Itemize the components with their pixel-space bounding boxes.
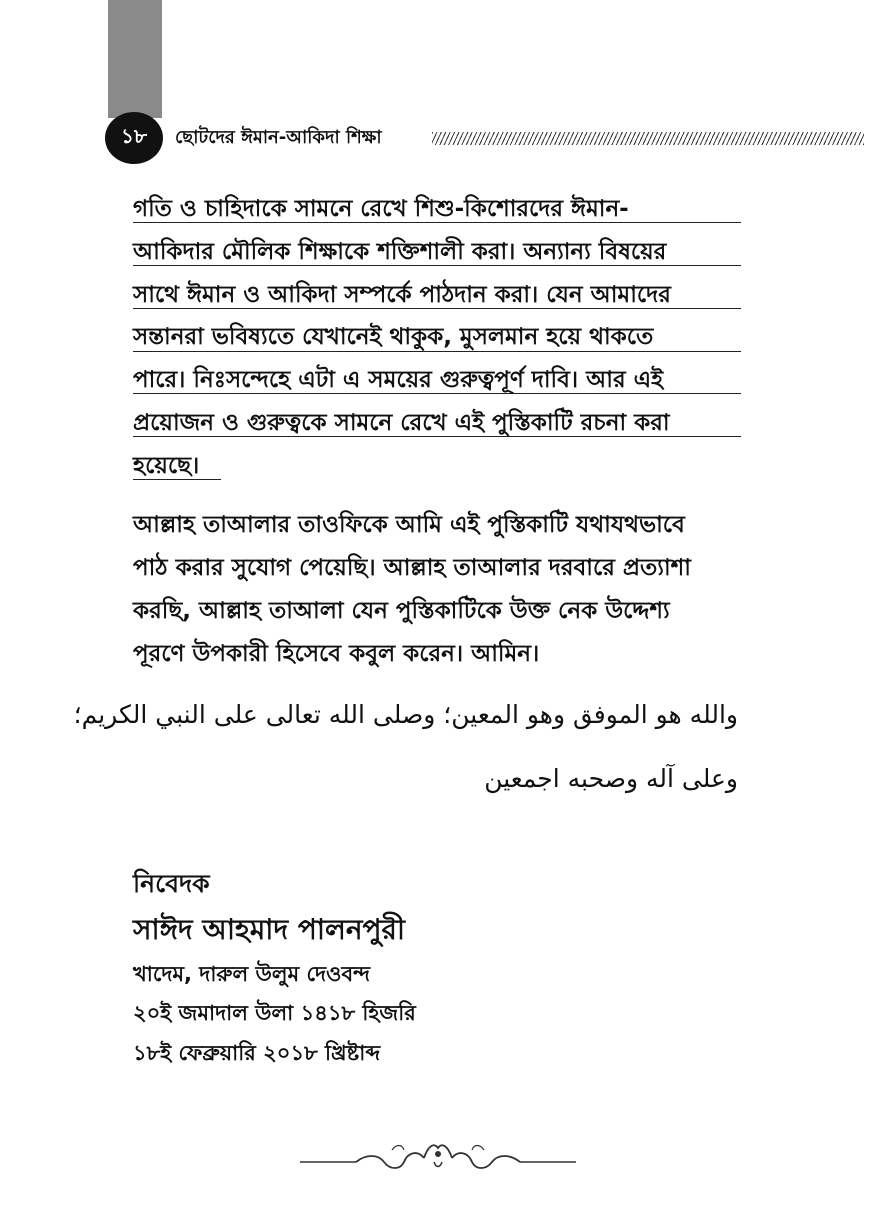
highlight-line: সন্তানরা ভবিষ্যতে যেখানেই থাকুক, মুসলমান হয়ে থাকতে xyxy=(133,324,654,350)
arabic-line: والله هو الموفق وهو المعين؛ وصلى الله تعالى على النبي الكريم؛ xyxy=(73,700,738,729)
underline-rule xyxy=(133,351,741,352)
underline-rule xyxy=(133,436,741,437)
highlight-line: প্রয়োজন ও গুরুত্বকে সামনে রেখে এই পুস্তিকাটি রচনা করা xyxy=(133,410,670,436)
highlight-line: আকিদার মৌলিক শিক্ষাকে শক্তিশালী করা। অন্যান্য বিষয়ের xyxy=(133,239,667,265)
author-name: সাঈদ আহমাদ পালনপুরী xyxy=(133,913,405,946)
underline-rule xyxy=(133,479,221,480)
highlight-line: গতি ও চাহিদাকে সামনে রেখে শিশু-কিশোরদের ঈমান- xyxy=(133,196,629,222)
hijri-date: ২০ই জমাদাল উলা ১৪১৮ হিজরি xyxy=(133,1001,416,1025)
highlight-line: পারে। নিঃসন্দেহে এটা এ সময়ের গুরুত্বপূর্ণ দাবি। আর এই xyxy=(133,367,664,393)
gregorian-date: ১৮ই ফেব্রুয়ারি ২০১৮ খ্রিষ্টাব্দ xyxy=(133,1041,381,1065)
arabic-line: وعلى آله وصحبه اجمعين xyxy=(484,764,738,793)
ornament-divider xyxy=(296,1132,580,1182)
underline-rule xyxy=(133,265,741,266)
running-title: ছোটদের ঈমান-আকিদা শিক্ষা xyxy=(175,127,382,148)
header-hatch-rule xyxy=(432,132,864,145)
author-title: খাদেম, দারুল উলুম দেওবন্দ xyxy=(133,962,371,986)
paragraph-line: আল্লাহ তাআলার তাওফিকে আমি এই পুস্তিকাটি যথাযথভাবে xyxy=(133,512,685,538)
underline-rule xyxy=(133,393,741,394)
underline-rule xyxy=(133,308,741,309)
paragraph-line: পাঠ করার সুযোগ পেয়েছি। আল্লাহ তাআলার দরবারে প্রত্যাশা xyxy=(133,555,691,581)
highlight-line: হয়েছে। xyxy=(133,453,200,479)
page-number-badge: ১৮ xyxy=(105,112,163,164)
underline-rule xyxy=(133,222,741,223)
header-tab-strip xyxy=(108,0,162,118)
paragraph-line: করছি, আল্লাহ তাআলা যেন পুস্তিকাটিকে উক্ত নেক উদ্দেশ্য xyxy=(133,598,670,624)
highlight-line: সাথে ঈমান ও আকিদা সম্পর্কে পাঠদান করা। যেন আমাদের xyxy=(133,282,671,308)
paragraph-line: পূরণে উপকারী হিসেবে কবুল করেন। আমিন। xyxy=(133,641,540,667)
signature-label: নিবেদক xyxy=(133,869,210,898)
